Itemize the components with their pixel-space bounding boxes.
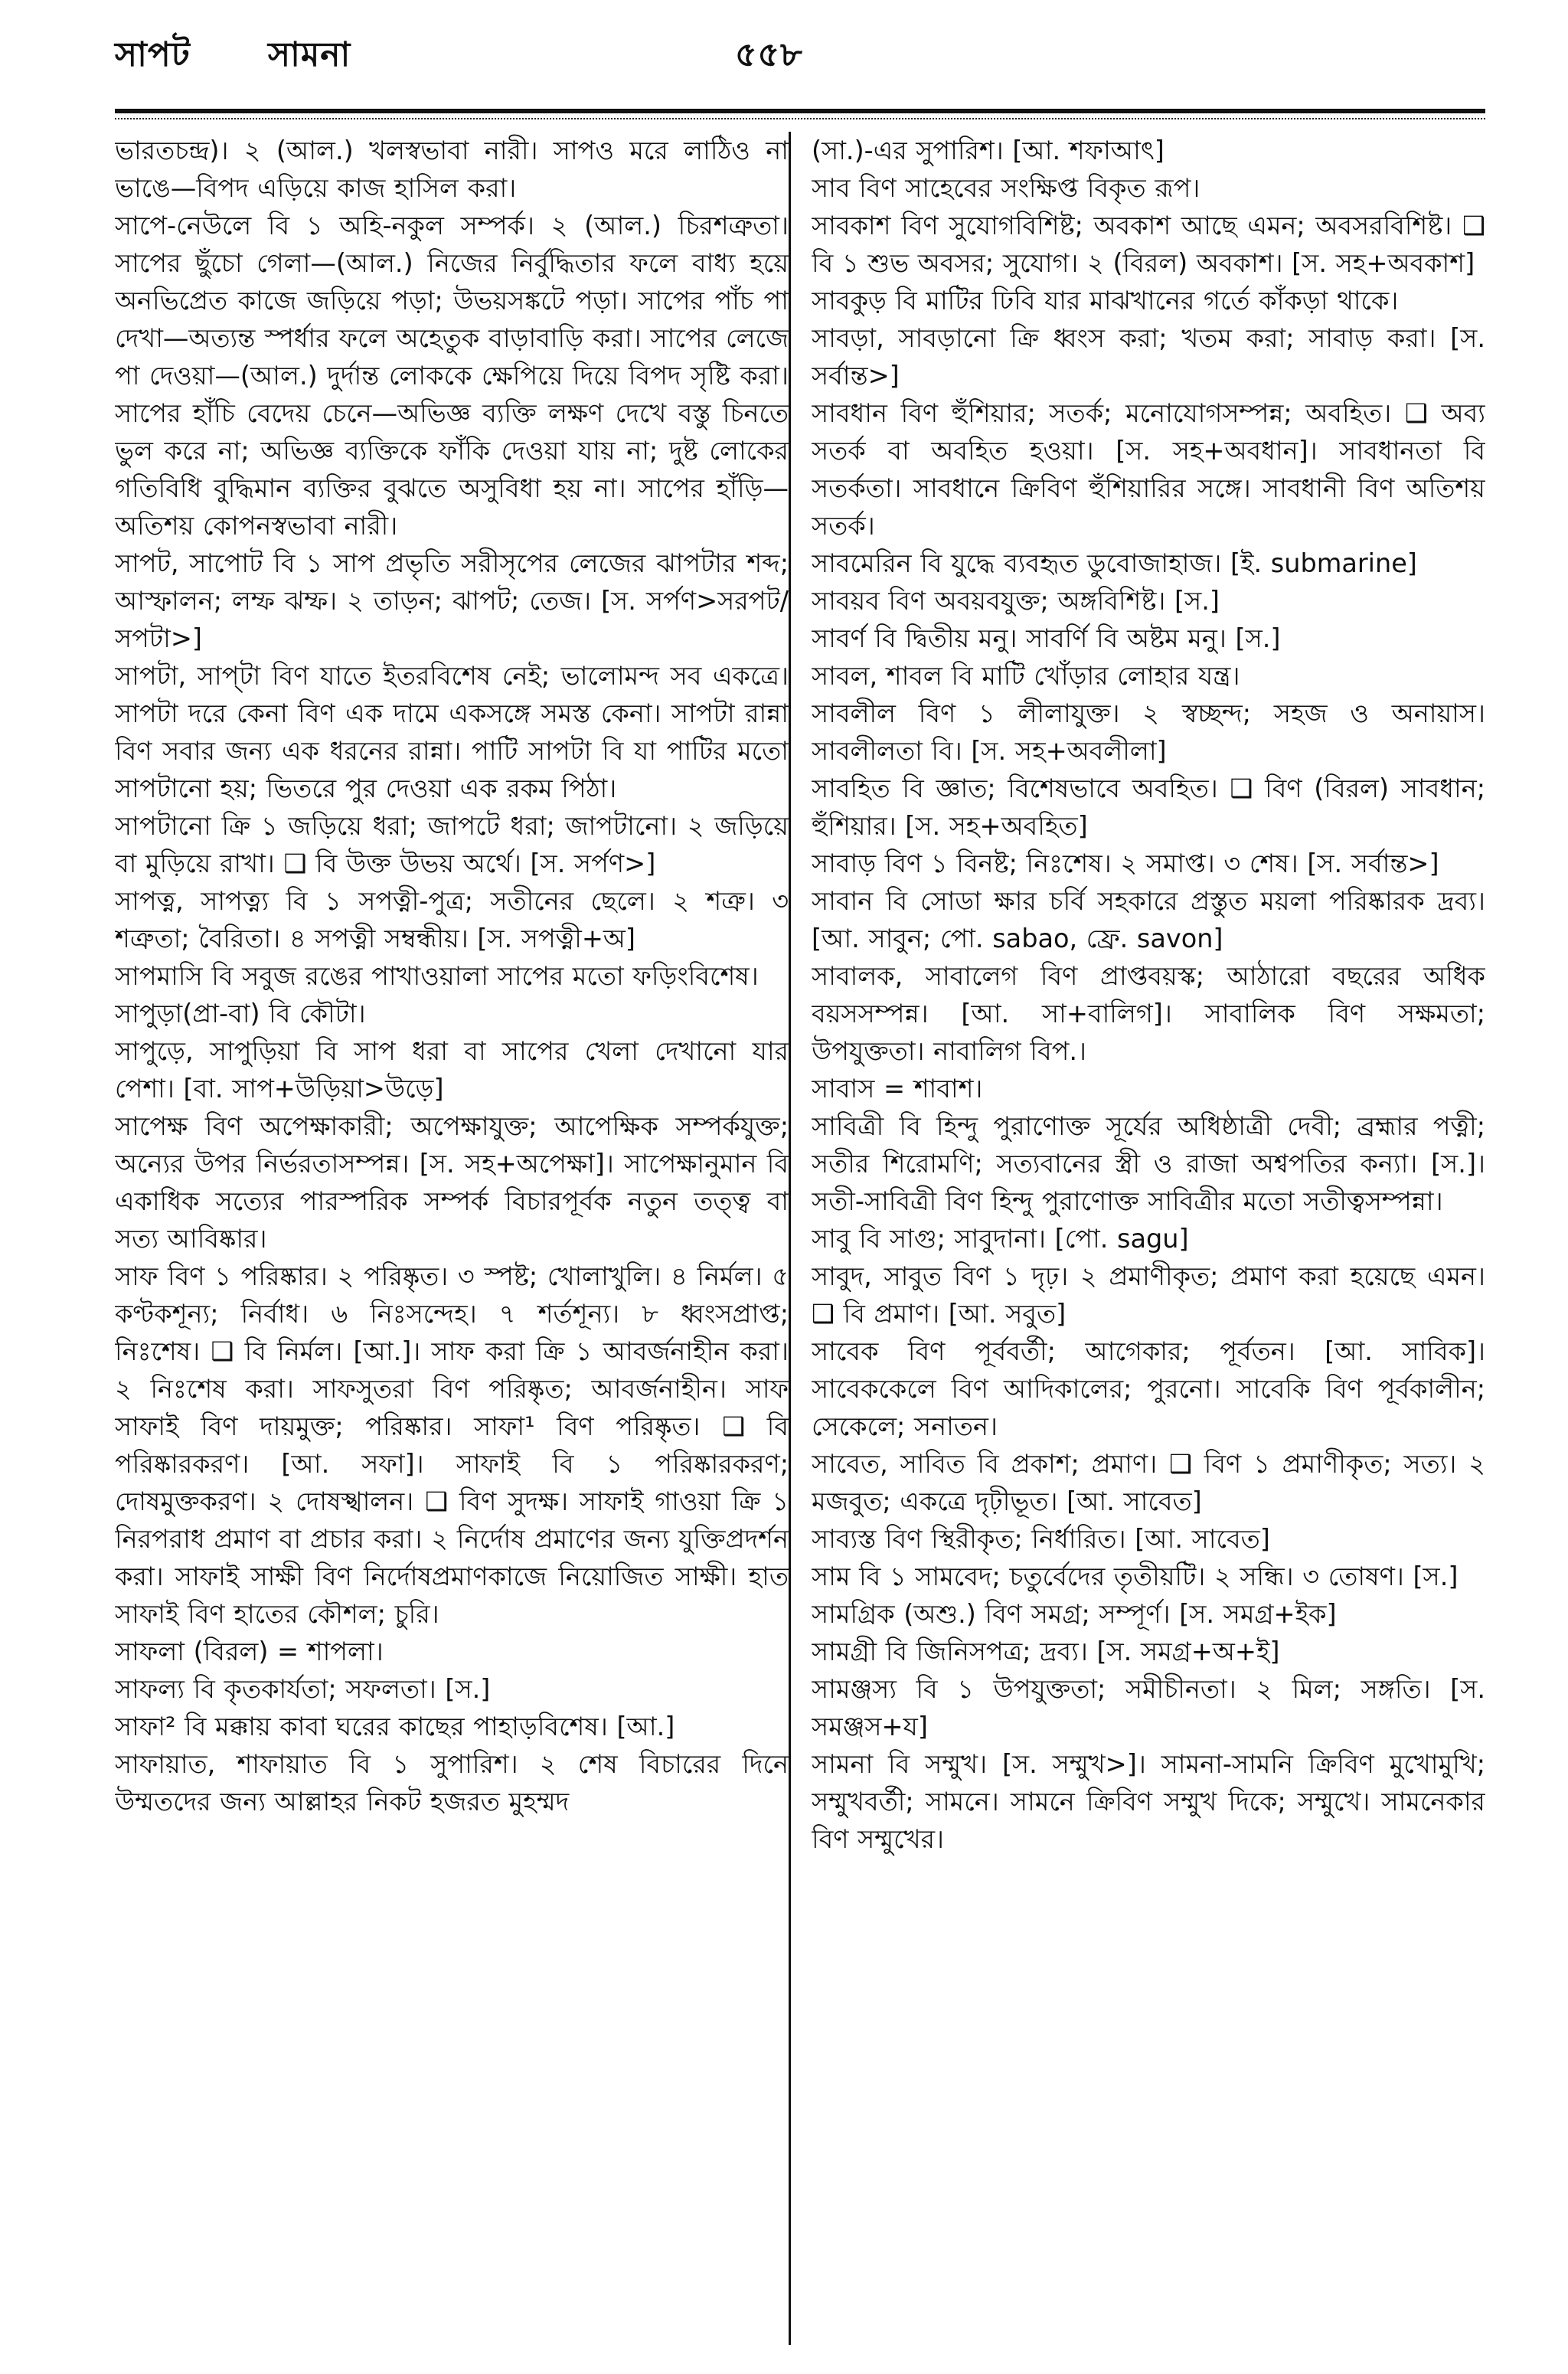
dictionary-entry: সাবিত্রী বি হিন্দু পুরাণোক্ত সূর্যের অধিষ্ঠাত্রী দেবী; ব্রহ্মার পত্নী; সতীর শিরোমণি; সত্যবানের স্ত্রী ও রাজা অশ্বপতির কন্যা। [স.]। সতী-সাবিত্রী বিণ হিন্দু পুরাণোক্ত সাবিত্রীর মতো সতীত্বসম্পন্না।	[812, 1111, 1485, 1216]
dictionary-entries-right	[812, 132, 1485, 1858]
header-rule-dotted	[115, 118, 1485, 119]
dictionary-entry: সাবু বি সাগু; সাবুদানা। [পো. sagu]	[812, 1224, 1189, 1254]
dictionary-entry: সামগ্রী বি জিনিসপত্র; দ্রব্য। [স. সমগ্র+অ+ই]	[812, 1637, 1280, 1666]
dictionary-entry: সাপট, সাপোট বি ১ সাপ প্রভৃতি সরীসৃপের লেজের ঝাপটার শব্দ; আস্ফালন; লম্ফ ঝম্ফ। ২ তাড়ন; ঝাপট; তেজ। [স. সর্পণ>সরপট/সপটা>]	[115, 548, 789, 653]
dictionary-entry: সাব্যস্ত বিণ স্থিরীকৃত; নির্ধারিত। [আ. সাবেত]	[812, 1524, 1270, 1554]
dictionary-entry: সাফল্য বি কৃতকার্যতা; সফলতা। [স.]	[115, 1674, 491, 1704]
dictionary-entry: সাফ বিণ ১ পরিষ্কার। ২ পরিষ্কৃত। ৩ স্পষ্ট; খোলাখুলি। ৪ নির্মল। ৫ কণ্টকশূন্য; নির্বাধ। ৬ নিঃসন্দেহ। ৭ শর্তশূন্য। ৮ ধ্বংসপ্রাপ্ত; নিঃশেষ। ❑ বি নির্মল। [আ.]। সাফ করা ক্রি ১ আবর্জনাহীন করা। ২ নিঃশেষ করা। সাফসুতরা বিণ পরিষ্কৃত; আবর্জনাহীন। সাফ সাফাই বিণ দায়মুক্ত; পরিষ্কার। সাফা¹ বিণ পরিষ্কৃত। ❑ বি পরিষ্কারকরণ। [আ. সফা]। সাফাই বি ১ পরিষ্কারকরণ; দোষমুক্তকরণ। ২ দোষস্খালন। ❑ বিণ সুদক্ষ। সাফাই গাওয়া ক্রি ১ নিরপরাধ প্রমাণ বা প্রচার করা। ২ নির্দোষ প্রমাণের জন্য যুক্তিপ্রদর্শন করা। সাফাই সাক্ষী বিণ নির্দোষপ্রমাণকাজে নিয়োজিত সাক্ষী। হাত সাফাই বিণ হাতের কৌশল; চুরি।	[115, 1261, 789, 1629]
dictionary-entry: সাপটানো ক্রি ১ জড়িয়ে ধরা; জাপটে ধরা; জাপটানো। ২ জড়িয়ে বা মুড়িয়ে রাখা। ❑ বি উক্ত উভয় অর্থে। [স. সর্পণ>]	[115, 811, 789, 878]
right-column	[812, 132, 1485, 2345]
dictionary-entry: সাপটা, সাপ্‌টা বিণ যাতে ইতরবিশেষ নেই; ভালোমন্দ সব একত্রে। সাপটা দরে কেনা বিণ এক দামে একসঙ্গে সমস্ত কেনা। সাপটা রান্না বিণ সবার জন্য এক ধরনের রান্না। পাটি সাপটা বি যা পাটির মতো সাপটানো হয়; ভিতরে পুর দেওয়া এক রকম পিঠা।	[115, 661, 789, 803]
dictionary-entry: সাবর্ণ বি দ্বিতীয় মনু। সাবর্ণি বি অষ্টম মনু। [স.]	[812, 623, 1281, 653]
dictionary-entry: ভারতচন্দ্র)। ২ (আল.) খলস্বভাবা নারী। সাপও মরে লাঠিও না ভাঙে—বিপদ এড়িয়ে কাজ হাসিল করা।	[115, 136, 789, 203]
dictionary-entry: সাপুড়া(প্রা-বা) বি কৌটা।	[115, 999, 366, 1028]
page-number: ৫৫৮	[735, 35, 803, 74]
dictionary-entry: সাপত্ন, সাপত্ন্য বি ১ সপত্নী-পুত্র; সতীনের ছেলে। ২ শত্রু। ৩ শত্রুতা; বৈরিতা। ৪ সপত্নী সম্বন্ধীয়। [স. সপত্নী+অ]	[115, 886, 789, 953]
guide-word-last: সামনা	[268, 35, 351, 74]
dictionary-entry: সাবান বি সোডা ক্ষার চর্বি সহকারে প্রস্তুত ময়লা পরিষ্কারক দ্রব্য। [আ. সাবুন; পো. sabao, ফ্রে. savon]	[812, 886, 1485, 953]
dictionary-entry: সাম বি ১ সামবেদ; চতুর্বেদের তৃতীয়টি। ২ সন্ধি। ৩ তোষণ। [স.]	[812, 1561, 1459, 1591]
dictionary-entry: সাবেত, সাবিত বি প্রকাশ; প্রমাণ। ❑ বিণ ১ প্রমাণীকৃত; সত্য। ২ মজবুত; একত্রে দৃঢ়ীভূত। [আ. সাবেত]	[812, 1449, 1485, 1516]
dictionary-entry: সাবধান বিণ হুঁশিয়ার; সতর্ক; মনোযোগসম্পন্ন; অবহিত। ❑ অব্য সতর্ক বা অবহিত হওয়া। [স. সহ+অবধান]। সাবধানতা বি সতর্কতা। সাবধানে ক্রিবিণ হুঁশিয়ারির সঙ্গে। সাবধানী বিণ অতিশয় সতর্ক।	[812, 398, 1485, 541]
column-divider	[789, 132, 791, 2345]
dictionary-entry: সাবড়া, সাবড়ানো ক্রি ধ্বংস করা; খতম করা; সাবাড় করা। [স. সর্বান্ত>]	[812, 323, 1485, 391]
guide-word-first: সাপট	[115, 35, 191, 74]
dictionary-entry: সাবাড় বিণ ১ বিনষ্ট; নিঃশেষ। ২ সমাপ্ত। ৩ শেষ। [স. সর্বান্ত>]	[812, 849, 1439, 878]
dictionary-entry: সামঞ্জস্য বি ১ উপযুক্ততা; সমীচীনতা। ২ মিল; সঙ্গতি। [স. সমঞ্জস+য]	[812, 1674, 1485, 1741]
dictionary-entry: সাফলা (বিরল) = শাপলা।	[115, 1637, 384, 1666]
header-rule	[115, 109, 1485, 113]
dictionary-entry: সাবল, শাবল বি মাটি খোঁড়ার লোহার যন্ত্র।	[812, 661, 1240, 691]
dictionary-entry: সাবকাশ বিণ সুযোগবিশিষ্ট; অবকাশ আছে এমন; অবসরবিশিষ্ট। ❑ বি ১ শুভ অবসর; সুযোগ। ২ (বিরল) অবকাশ। [স. সহ+অবকাশ]	[812, 211, 1485, 278]
page-header	[115, 23, 1485, 92]
dictionary-entry: সাবয়ব বিণ অবয়বযুক্ত; অঙ্গবিশিষ্ট। [স.]	[812, 586, 1220, 616]
dictionary-entry: সাব বিণ সাহেবের সংক্ষিপ্ত বিকৃত রূপ।	[812, 173, 1200, 203]
dictionary-entry: সাবালক, সাবালেগ বিণ প্রাপ্তবয়স্ক; আঠারো বছরের অধিক বয়সসম্পন্ন। [আ. সা+বালিগ]। সাবালিক বিণ সক্ষমতা; উপযুক্ততা। নাবালিগ বিপ.।	[812, 961, 1485, 1066]
dictionary-entry: সাবেক বিণ পূর্ববর্তী; আগেকার; পূর্বতন। [আ. সাবিক]। সাবেককেলে বিণ আদিকালের; পুরনো। সাবেকি বিণ পূর্বকালীন; সেকেলে; সনাতন।	[812, 1336, 1485, 1441]
dictionary-entry: (সা.)-এর সুপারিশ। [আ. শফাআৎ]	[812, 136, 1165, 165]
dictionary-entry: সাপেক্ষ বিণ অপেক্ষাকারী; অপেক্ষাযুক্ত; আপেক্ষিক সম্পর্কযুক্ত; অন্যের উপর নির্ভরতাসম্পন্ন। [স. সহ+অপেক্ষা]। সাপেক্ষানুমান বি একাধিক সত্যের পারস্পরিক সম্পর্ক বিচারপূর্বক নতুন তত্ত্ব বা সত্য আবিষ্কার।	[115, 1111, 789, 1254]
dictionary-entry: সাফায়াত, শাফায়াত বি ১ সুপারিশ। ২ শেষ বিচারের দিনে উম্মতদের জন্য আল্লাহর নিকট হজরত মুহম্মদ	[115, 1749, 789, 1816]
dictionary-entry: সাফা² বি মক্কায় কাবা ঘরের কাছের পাহাড়বিশেষ। [আ.]	[115, 1712, 675, 1741]
dictionary-entry: সামনা বি সম্মুখ। [স. সম্মুখ>]। সামনা-সামনি ক্রিবিণ মুখোমুখি; সম্মুখবর্তী; সামনে। সামনে ক্রিবিণ সম্মুখ দিকে; সম্মুখে। সামনেকার বিণ সম্মুখের।	[812, 1749, 1485, 1854]
dictionary-entry: সাপুড়ে, সাপুড়িয়া বি সাপ ধরা বা সাপের খেলা দেখানো যার পেশা। [বা. সাপ+উড়িয়া>উড়ে]	[115, 1036, 789, 1104]
dictionary-entry: সাপমাসি বি সবুজ রঙের পাখাওয়ালা সাপের মতো ফড়িংবিশেষ।	[115, 961, 759, 991]
left-column	[115, 132, 789, 2345]
dictionary-entry: সাবলীল বিণ ১ লীলাযুক্ত। ২ স্বচ্ছন্দ; সহজ ও অনায়াস। সাবলীলতা বি। [স. সহ+অবলীলা]	[812, 698, 1485, 766]
dictionary-entry: সামগ্রিক (অশু.) বিণ সমগ্র; সম্পূর্ণ। [স. সমগ্র+ইক]	[812, 1599, 1337, 1629]
dictionary-entry: সাবমেরিন বি যুদ্ধে ব্যবহৃত ডুবোজাহাজ। [ই. submarine]	[812, 548, 1417, 578]
dictionary-entry: সাবকুড় বি মাটির ঢিবি যার মাঝখানের গর্তে কাঁকড়া থাকে।	[812, 286, 1399, 316]
dictionary-entry: সাপে-নেউলে বি ১ অহি-নকুল সম্পর্ক। ২ (আল.) চিরশত্রুতা। সাপের ছুঁচো গেলা—(আল.) নিজের নির্বুদ্ধিতার ফলে বাধ্য হয়ে অনভিপ্রেত কাজে জড়িয়ে পড়া; উভয়সঙ্কটে পড়া। সাপের পাঁচ পা দেখা—অত্যন্ত স্পর্ধার ফলে অহেতুক বাড়াবাড়ি করা। সাপের লেজে পা দেওয়া—(আল.) দুর্দান্ত লোককে ক্ষেপিয়ে দিয়ে বিপদ সৃষ্টি করা। সাপের হাঁচি বেদেয় চেনে—অভিজ্ঞ ব্যক্তি লক্ষণ দেখে বস্তু চিনতে ভুল করে না; অভিজ্ঞ ব্যক্তিকে ফাঁকি দেওয়া যায় না; দুষ্ট লোকের গতিবিধি বুদ্ধিমান ব্যক্তির বুঝতে অসুবিধা হয় না। সাপের হাঁড়ি—অতিশয় কোপনস্বভাবা নারী।	[115, 211, 789, 541]
dictionary-entry: সাবহিত বি জ্ঞাত; বিশেষভাবে অবহিত। ❑ বিণ (বিরল) সাবধান; হুঁশিয়ার। [স. সহ+অবহিত]	[812, 773, 1485, 841]
dictionary-entry: সাবুদ, সাবুত বিণ ১ দৃঢ়। ২ প্রমাণীকৃত; প্রমাণ করা হয়েছে এমন। ❑ বি প্রমাণ। [আ. সবুত]	[812, 1261, 1485, 1329]
dictionary-entry: সাবাস = শাবাশ।	[812, 1074, 983, 1104]
dictionary-entries-left	[115, 132, 789, 1820]
